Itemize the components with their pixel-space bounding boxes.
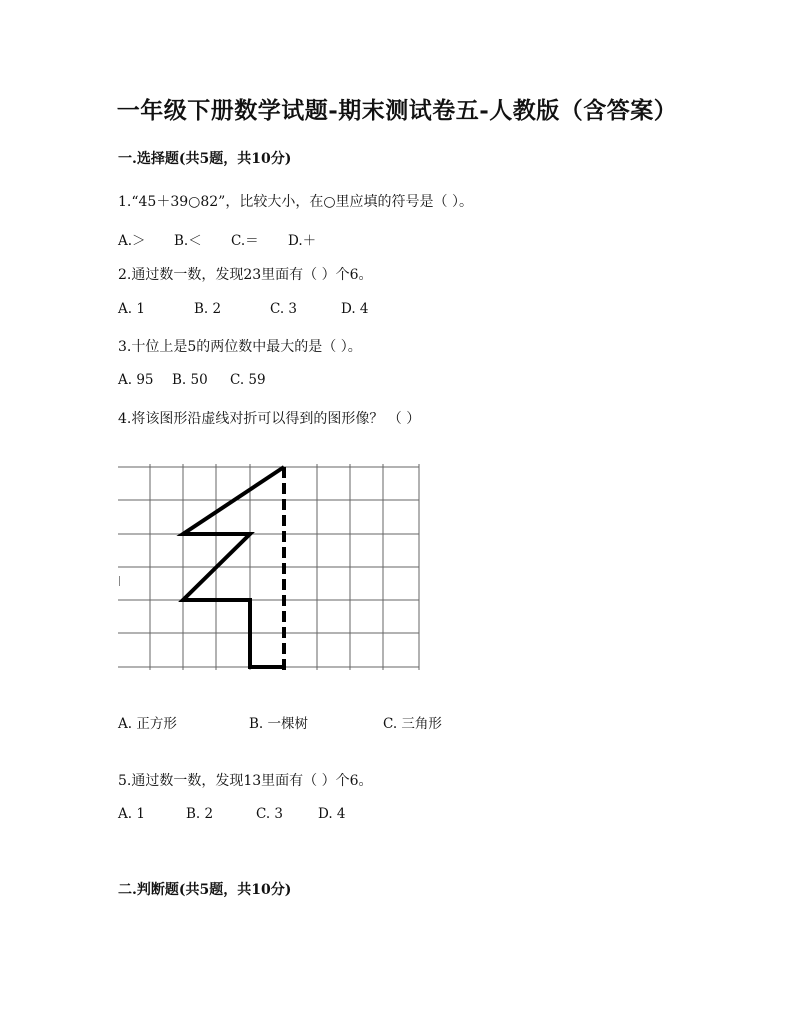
question-3-option-a[interactable]: A. 95 <box>118 372 154 388</box>
question-4-option-b[interactable]: B. 一棵树 <box>249 716 309 732</box>
question-2-option-a[interactable]: A. 1 <box>118 301 145 317</box>
question-4-option-c[interactable]: C. 三角形 <box>383 716 442 732</box>
question-4-option-a[interactable]: A. 正方形 <box>118 716 177 732</box>
question-1-option-a[interactable]: A.＞ <box>118 233 146 249</box>
question-2-option-b[interactable]: B. 2 <box>194 301 222 317</box>
section-heading-choice: 一.选择题(共5题，共10分) <box>118 151 292 167</box>
section-heading-judgement: 二.判断题(共5题，共10分) <box>118 882 292 898</box>
grid-lines <box>118 464 419 670</box>
question-1-text: 1.“45＋39○82”，比较大小，在○里应填的符号是（ ）。 <box>118 194 473 210</box>
page-title: 一年级下册数学试题-期末测试卷五-人教版（含答案） <box>116 97 678 124</box>
question-5-option-d[interactable]: D. 4 <box>318 806 346 822</box>
question-3-text: 3.十位上是5的两位数中最大的是（ ）。 <box>118 339 362 355</box>
question-4-text: 4.将该图形沿虚线对折可以得到的图形像？ （ ） <box>118 411 421 427</box>
question-5-text: 5.通过数一数，发现13里面有（ ）个6。 <box>118 773 373 789</box>
fold-figure-grid <box>118 464 423 674</box>
question-1-option-d[interactable]: D.＋ <box>288 233 317 249</box>
question-2-text: 2.通过数一数，发现23里面有（ ）个6。 <box>118 267 373 283</box>
question-5-option-c[interactable]: C. 3 <box>256 806 284 822</box>
question-1-option-c[interactable]: C.＝ <box>231 233 259 249</box>
question-5-option-b[interactable]: B. 2 <box>186 806 214 822</box>
question-3-option-b[interactable]: B. 50 <box>172 372 208 388</box>
question-3-option-c[interactable]: C. 59 <box>230 372 266 388</box>
question-2-option-c[interactable]: C. 3 <box>270 301 298 317</box>
question-1-option-b[interactable]: B.＜ <box>174 233 202 249</box>
question-5-option-a[interactable]: A. 1 <box>118 806 145 822</box>
question-2-option-d[interactable]: D. 4 <box>341 301 369 317</box>
